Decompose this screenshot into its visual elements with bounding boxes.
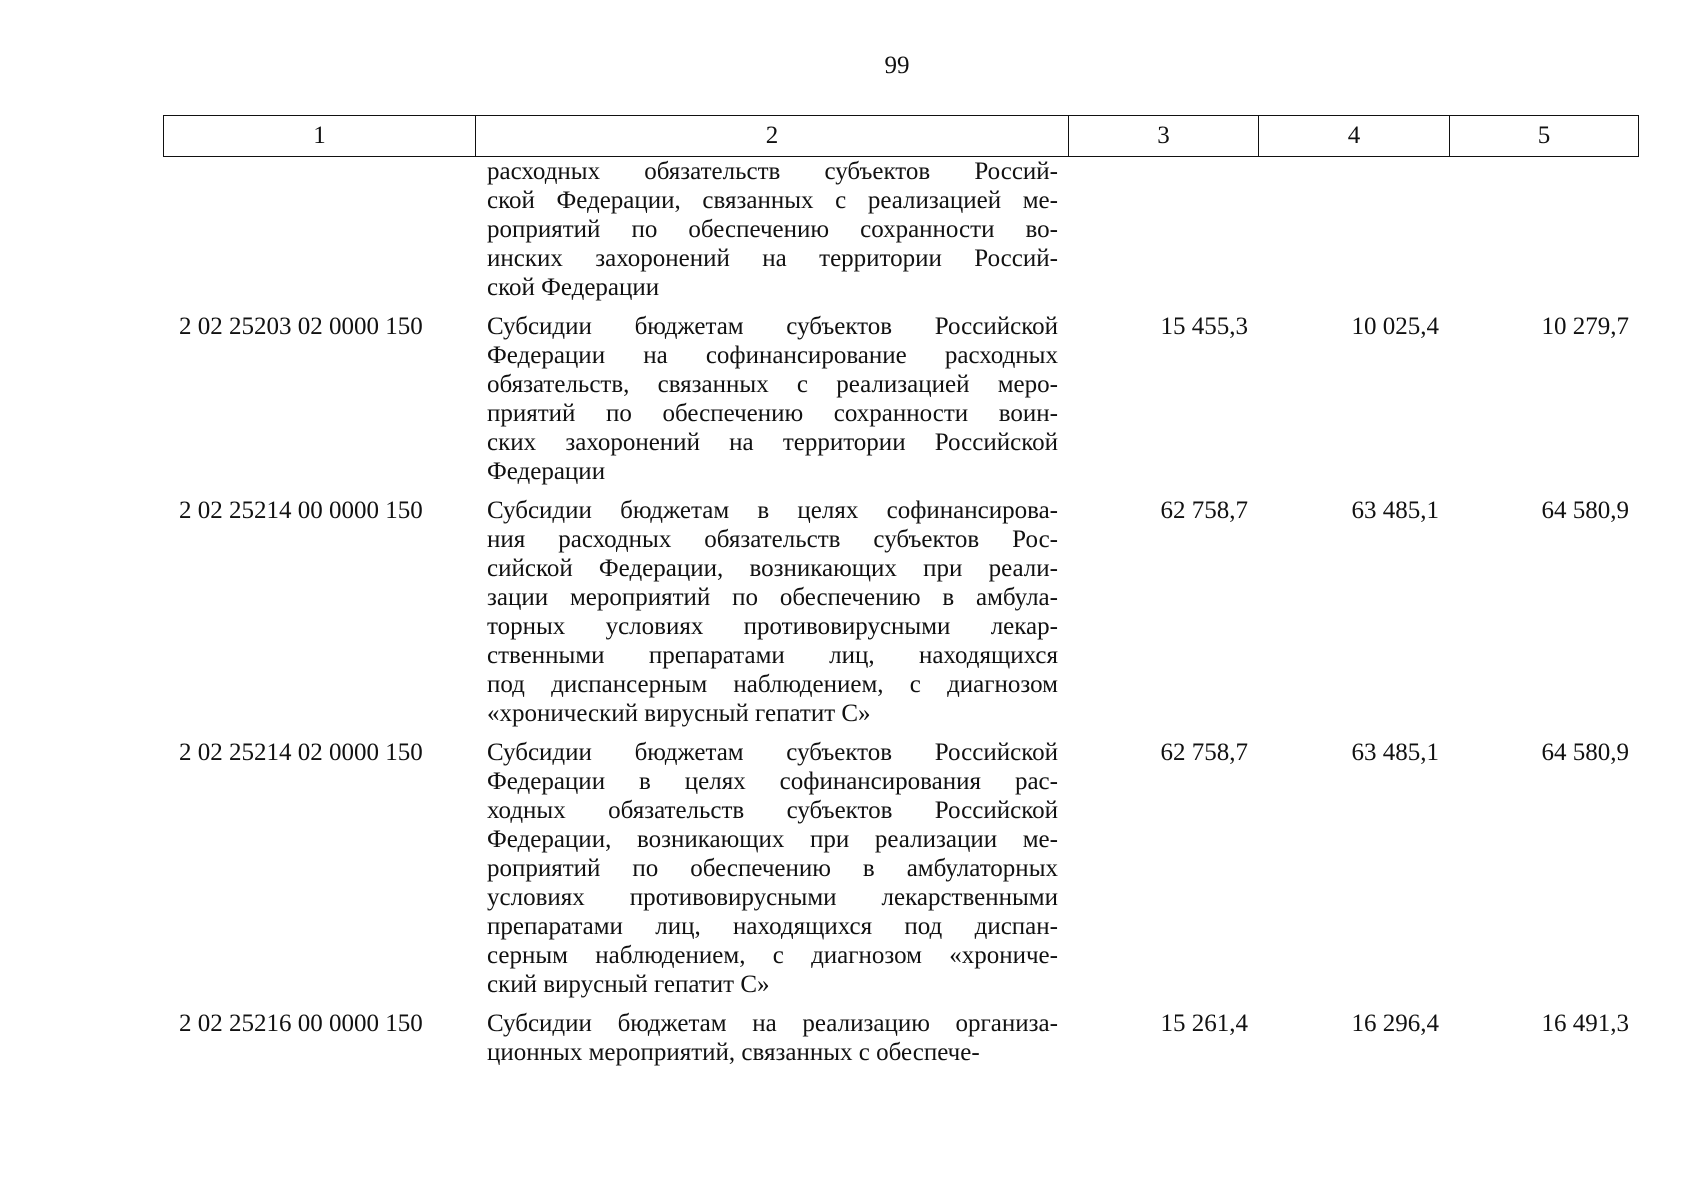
description-line: обязательств, связанных с реализацией меро- bbox=[487, 371, 1058, 398]
row-code: 2 02 25216 00 0000 150 bbox=[179, 1010, 423, 1037]
row-code: 2 02 25203 02 0000 150 bbox=[179, 313, 423, 340]
description-line: сийской Федерации, возникающих при реали- bbox=[487, 555, 1058, 582]
header-col-4: 4 bbox=[1259, 116, 1450, 156]
table-row bbox=[163, 738, 1639, 999]
table-row bbox=[163, 157, 1639, 302]
description-line: ской Федерации bbox=[487, 274, 660, 301]
description-line: ходных обязательств субъектов Российской bbox=[487, 797, 1058, 824]
table-header bbox=[163, 115, 1639, 157]
description-line: роприятий по обеспечению в амбулаторных bbox=[487, 855, 1058, 882]
table-row bbox=[163, 312, 1639, 486]
header-col-5: 5 bbox=[1537, 122, 1551, 149]
description-line: Субсидии бюджетам субъектов Российской bbox=[487, 313, 1058, 340]
description-line: Субсидии бюджетам в целях софинансирова- bbox=[487, 497, 1058, 524]
description-line: препаратами лиц, находящихся под диспан- bbox=[487, 913, 1058, 940]
description-line: Федерации bbox=[487, 458, 606, 485]
row-value-3 bbox=[1068, 157, 1258, 302]
row-description bbox=[475, 738, 1068, 999]
row-value-4: 63 485,1 bbox=[1351, 497, 1439, 524]
table-row bbox=[163, 1009, 1639, 1067]
description-line: ский вирусный гепатит С» bbox=[487, 971, 770, 998]
header-col-1: 1 bbox=[164, 116, 476, 156]
row-value-3: 62 758,7 bbox=[1160, 497, 1248, 524]
row-description bbox=[475, 1009, 1068, 1067]
row-code: 2 02 25214 00 0000 150 bbox=[179, 497, 423, 524]
description-line: ственными препаратами лиц, находящихся bbox=[487, 642, 1058, 669]
description-line: Субсидии бюджетам на реализацию организа- bbox=[487, 1010, 1058, 1037]
header-col-2: 2 bbox=[476, 116, 1069, 156]
description-line: инских захоронений на территории Россий- bbox=[487, 245, 1058, 272]
row-value-5 bbox=[1449, 157, 1639, 302]
row-value-4: 63 485,1 bbox=[1351, 739, 1439, 766]
row-code: 2 02 25214 02 0000 150 bbox=[179, 739, 423, 766]
description-line: роприятий по обеспечению сохранности во- bbox=[487, 216, 1058, 243]
description-line: торных условиях противовирусными лекар- bbox=[487, 613, 1058, 640]
row-value-4: 10 025,4 bbox=[1351, 313, 1439, 340]
description-line: ния расходных обязательств субъектов Рос- bbox=[487, 526, 1058, 553]
table-row bbox=[163, 496, 1639, 728]
description-line: Федерации в целях софинансирования рас- bbox=[487, 768, 1058, 795]
description-line: ской Федерации, связанных с реализацией ме- bbox=[487, 187, 1058, 214]
row-description bbox=[475, 496, 1068, 728]
description-line: расходных обязательств субъектов Россий- bbox=[487, 158, 1058, 185]
description-line: Субсидии бюджетам субъектов Российской bbox=[487, 739, 1058, 766]
description-line: «хронический вирусный гепатит С» bbox=[487, 700, 871, 727]
description-line: ционных мероприятий, связанных с обеспече- bbox=[487, 1039, 980, 1066]
table-body bbox=[163, 157, 1639, 1077]
description-line: Федерации на софинансирование расходных bbox=[487, 342, 1058, 369]
page-number: 99 bbox=[884, 52, 910, 79]
row-value-3: 15 455,3 bbox=[1160, 313, 1248, 340]
row-value-3: 15 261,4 bbox=[1160, 1010, 1248, 1037]
description-line: приятий по обеспечению сохранности воин- bbox=[487, 400, 1058, 427]
description-line: под диспансерным наблюдением, с диагнозом bbox=[487, 671, 1058, 698]
row-value-4: 16 296,4 bbox=[1351, 1010, 1439, 1037]
description-line: Федерации, возникающих при реализации ме- bbox=[487, 826, 1058, 853]
description-line: ских захоронений на территории Российской bbox=[487, 429, 1058, 456]
row-description bbox=[475, 312, 1068, 486]
description-line: условиях противовирусными лекарственными bbox=[487, 884, 1058, 911]
row-value-5: 64 580,9 bbox=[1541, 497, 1629, 524]
row-value-3: 62 758,7 bbox=[1160, 739, 1248, 766]
row-code bbox=[163, 157, 475, 302]
row-value-4 bbox=[1258, 157, 1449, 302]
row-value-5: 16 491,3 bbox=[1541, 1010, 1629, 1037]
row-description bbox=[475, 157, 1068, 302]
row-value-5: 64 580,9 bbox=[1541, 739, 1629, 766]
row-value-5: 10 279,7 bbox=[1541, 313, 1629, 340]
header-col-3: 3 bbox=[1069, 116, 1259, 156]
description-line: зации мероприятий по обеспечению в амбула- bbox=[487, 584, 1058, 611]
description-line: серным наблюдением, с диагнозом «хрониче- bbox=[487, 942, 1058, 969]
